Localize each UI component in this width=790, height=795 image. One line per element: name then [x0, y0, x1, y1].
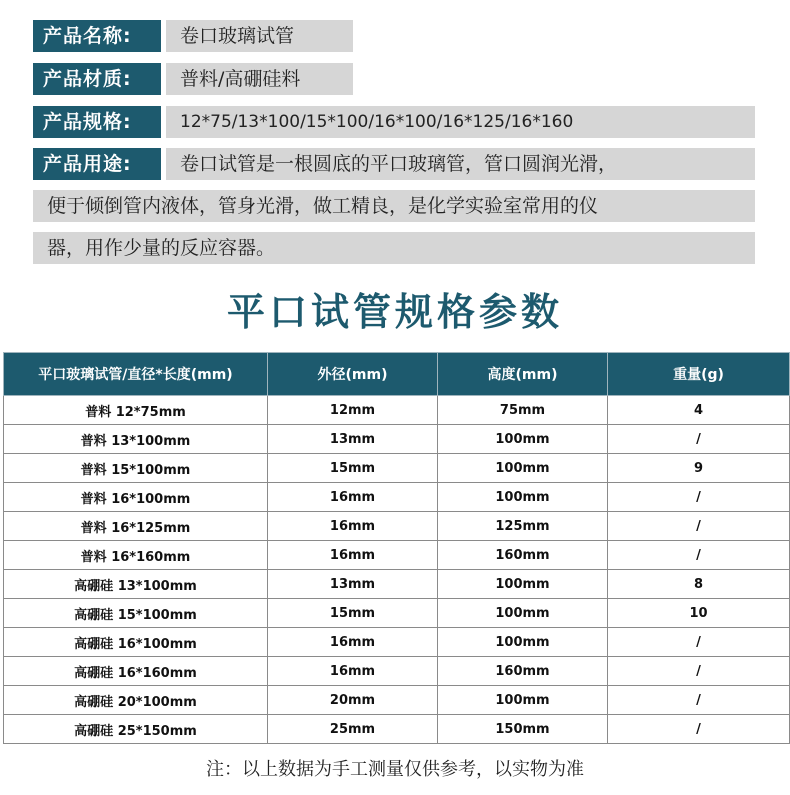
table-row [4, 396, 790, 425]
table-row [4, 483, 790, 512]
cell-size: 普料 16*160mm [4, 541, 268, 570]
cell-weight: / [608, 541, 790, 570]
cell-height: 160mm [438, 541, 608, 570]
cell-outer-diameter: 16mm [268, 628, 438, 657]
table-row [4, 657, 790, 686]
cell-outer-diameter: 16mm [268, 512, 438, 541]
cell-weight: 10 [608, 599, 790, 628]
product-name-label: 产品名称: [33, 20, 161, 52]
cell-size: 普料 16*125mm [4, 512, 268, 541]
product-usage-line-1: 卷口试管是一根圆底的平口玻璃管，管口圆润光滑， [166, 148, 755, 180]
footnote: 注：以上数据为手工测量仅供参考，以实物为准 [206, 759, 584, 780]
product-spec-label: 产品规格: [33, 106, 161, 138]
product-material-value: 普料/高硼硅料 [166, 63, 353, 95]
cell-size: 高硼硅 16*100mm [4, 628, 268, 657]
cell-size: 高硼硅 25*150mm [4, 715, 268, 744]
cell-height: 100mm [438, 570, 608, 599]
cell-weight: / [608, 657, 790, 686]
cell-weight: / [608, 715, 790, 744]
cell-weight: / [608, 628, 790, 657]
cell-outer-diameter: 16mm [268, 657, 438, 686]
cell-weight: / [608, 425, 790, 454]
cell-outer-diameter: 13mm [268, 570, 438, 599]
cell-height: 100mm [438, 628, 608, 657]
table-row [4, 512, 790, 541]
cell-height: 100mm [438, 483, 608, 512]
table-row [4, 599, 790, 628]
cell-height: 100mm [438, 425, 608, 454]
table-row [4, 541, 790, 570]
cell-size: 高硼硅 20*100mm [4, 686, 268, 715]
cell-size: 高硼硅 13*100mm [4, 570, 268, 599]
cell-outer-diameter: 25mm [268, 715, 438, 744]
cell-outer-diameter: 16mm [268, 541, 438, 570]
cell-outer-diameter: 12mm [268, 396, 438, 425]
table-row [4, 454, 790, 483]
table-header-row [4, 353, 790, 396]
section-title: 平口试管规格参数 [226, 290, 563, 334]
product-usage-line-2: 便于倾倒管内液体，管身光滑，做工精良，是化学实验室常用的仪 [33, 190, 755, 222]
cell-outer-diameter: 16mm [268, 483, 438, 512]
cell-outer-diameter: 15mm [268, 599, 438, 628]
cell-weight: / [608, 686, 790, 715]
cell-size: 普料 13*100mm [4, 425, 268, 454]
cell-size: 普料 15*100mm [4, 454, 268, 483]
cell-outer-diameter: 15mm [268, 454, 438, 483]
product-usage-label: 产品用途: [33, 148, 161, 180]
cell-weight: / [608, 512, 790, 541]
product-spec-value: 12*75/13*100/15*100/16*100/16*125/16*160 [166, 106, 755, 138]
table-row [4, 628, 790, 657]
cell-height: 75mm [438, 396, 608, 425]
cell-height: 100mm [438, 686, 608, 715]
cell-height: 125mm [438, 512, 608, 541]
cell-size: 高硼硅 16*160mm [4, 657, 268, 686]
header-size: 平口玻璃试管/直径*长度(mm) [4, 353, 268, 396]
cell-height: 160mm [438, 657, 608, 686]
cell-weight: 9 [608, 454, 790, 483]
product-usage-line-3: 器，用作少量的反应容器。 [33, 232, 755, 264]
cell-height: 100mm [438, 454, 608, 483]
cell-size: 普料 12*75mm [4, 396, 268, 425]
product-name-value: 卷口玻璃试管 [166, 20, 353, 52]
cell-height: 100mm [438, 599, 608, 628]
table-row [4, 425, 790, 454]
cell-size: 普料 16*100mm [4, 483, 268, 512]
cell-weight: 4 [608, 396, 790, 425]
cell-weight: / [608, 483, 790, 512]
cell-size: 高硼硅 15*100mm [4, 599, 268, 628]
cell-weight: 8 [608, 570, 790, 599]
table-row [4, 715, 790, 744]
table-row [4, 570, 790, 599]
cell-outer-diameter: 20mm [268, 686, 438, 715]
product-material-label: 产品材质: [33, 63, 161, 95]
cell-outer-diameter: 13mm [268, 425, 438, 454]
header-outer-diameter: 外径(mm) [268, 353, 438, 396]
spec-table [3, 352, 790, 744]
cell-height: 150mm [438, 715, 608, 744]
header-height: 高度(mm) [438, 353, 608, 396]
table-row [4, 686, 790, 715]
header-weight: 重量(g) [608, 353, 790, 396]
